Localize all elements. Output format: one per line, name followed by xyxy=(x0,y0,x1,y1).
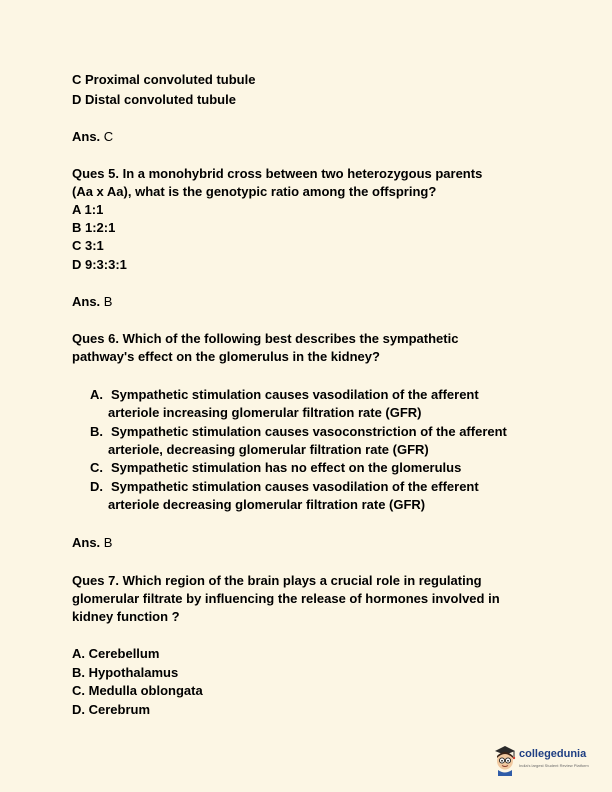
q7-option-b: B. Hypothalamus xyxy=(72,665,179,680)
answer-value: B xyxy=(103,294,113,309)
logo-tagline: India's largest Student Review Platform xyxy=(519,763,589,768)
q7-option-d: D. Cerebrum xyxy=(72,702,151,717)
answer-value: C xyxy=(103,129,114,144)
q7-option-a: A. Cerebellum xyxy=(72,646,160,661)
answer-label: Ans. xyxy=(72,129,101,144)
logo-wordmark: collegedunia xyxy=(519,748,587,760)
q7-question-line3: kidney function ? xyxy=(72,609,180,624)
collegedunia-logo xyxy=(492,744,592,778)
q6-option-a-letter: A. xyxy=(90,387,103,402)
mascot-icon xyxy=(492,744,518,776)
q6-option-b-line1: Sympathetic stimulation causes vasoconstriction of the afferent xyxy=(111,424,507,439)
q6-question-line1: Ques 6. Which of the following best describes the sympathetic xyxy=(72,331,459,346)
q6-option-b-line2: arteriole, decreasing glomerular filtration rate (GFR) xyxy=(108,442,429,457)
answer-label: Ans. xyxy=(72,535,101,550)
q5-option-c: C 3:1 xyxy=(72,238,104,253)
answer-value: B xyxy=(103,535,113,550)
q6-option-a-line2: arteriole increasing glomerular filtration rate (GFR) xyxy=(108,405,422,420)
q5-question-line1: Ques 5. In a monohybrid cross between two heterozygous parents xyxy=(72,166,483,181)
q5-answer xyxy=(72,294,112,310)
q7-option-c: C. Medulla oblongata xyxy=(72,683,203,698)
q5-option-a: A 1:1 xyxy=(72,202,104,217)
q6-option-d-line2: arteriole decreasing glomerular filtration rate (GFR) xyxy=(108,497,426,512)
q6-option-d-line1: Sympathetic stimulation causes vasodilation of the efferent xyxy=(111,479,479,494)
q6-option-c-letter: C. xyxy=(90,460,103,475)
answer-label: Ans. xyxy=(72,294,101,309)
q6-option-c-line1: Sympathetic stimulation has no effect on the glomerulus xyxy=(111,460,462,475)
q6-option-b-letter: B. xyxy=(90,424,103,439)
q4-option-d: D Distal convoluted tubule xyxy=(72,92,236,107)
q5-option-b: B 1:2:1 xyxy=(72,220,116,235)
q6-question-line2: pathway's effect on the glomerulus in the kidney? xyxy=(72,349,380,364)
q6-option-a-line1: Sympathetic stimulation causes vasodilation of the afferent xyxy=(111,387,479,402)
q7-question-line1: Ques 7. Which region of the brain plays a crucial role in regulating xyxy=(72,573,482,588)
q5-question-line2: (Aa x Aa), what is the genotypic ratio among the offspring? xyxy=(72,184,437,199)
q6-answer xyxy=(72,535,112,551)
q4-option-c: C Proximal convoluted tubule xyxy=(72,72,256,87)
q4-answer xyxy=(72,129,113,145)
q7-question-line2: glomerular filtrate by influencing the release of hormones involved in xyxy=(72,591,500,606)
q5-option-d: D 9:3:3:1 xyxy=(72,257,127,272)
q6-option-d-letter: D. xyxy=(90,479,103,494)
